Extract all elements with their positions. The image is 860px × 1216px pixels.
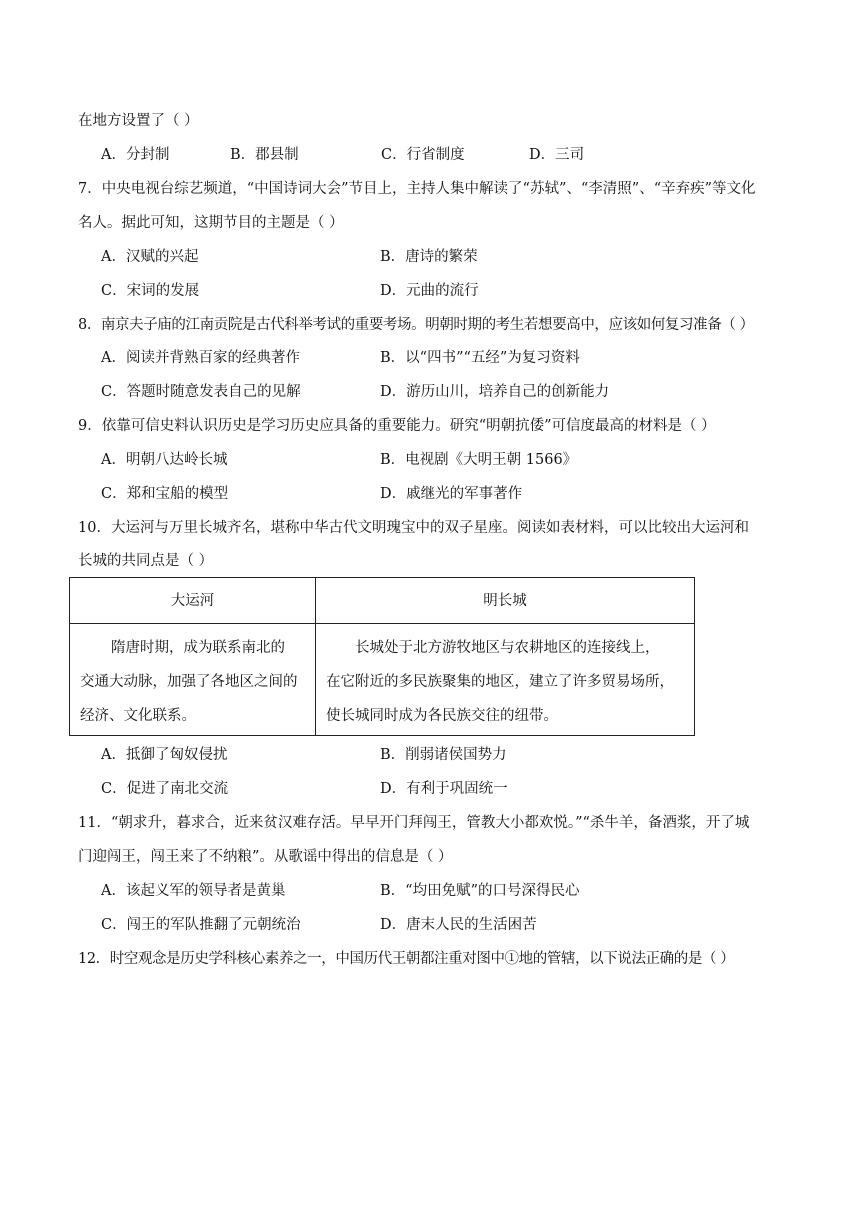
q7-option-a: A．汉赋的兴起 xyxy=(101,249,199,265)
comparison-table xyxy=(69,577,695,736)
q6-option-b: B．郡县制 xyxy=(230,147,299,163)
q8-option-c: C．答题时随意发表自己的见解 xyxy=(101,384,301,400)
q7-stem-line1: 7．中央电视台综艺频道，“中国诗词大会”节目上，主持人集中解读了“苏轼”、“李清照”、“辛弃疾”等文化 xyxy=(78,181,756,197)
q11-option-d: D．唐末人民的生活困苦 xyxy=(380,917,537,933)
q10-option-d: D．有利于巩固统一 xyxy=(380,781,508,797)
table-header-ming-great-wall: 明长城 xyxy=(483,593,527,609)
table-right-line3: 使长城同时成为各民族交往的纽带。 xyxy=(326,708,558,724)
q11-option-a: A．该起义军的领导者是黄巢 xyxy=(101,883,286,899)
q7-option-b: B．唐诗的繁荣 xyxy=(380,249,478,265)
q9-option-a: A．明朝八达岭长城 xyxy=(101,452,228,468)
q11-option-b: B．“均田免赋”的口号深得民心 xyxy=(380,883,580,899)
table-left-line3: 经济、文化联系。 xyxy=(80,708,196,724)
q6-option-a: A．分封制 xyxy=(101,147,170,163)
q11-stem-line1: 11．“朝求升，暮求合，近来贫汉难存活。早早开门拜闯王，管教大小都欢悦。”“杀牛羊，备酒浆，开了城 xyxy=(78,815,750,831)
q11-stem-line2: 门迎闯王，闯王来了不纳粮”。从歌谣中得出的信息是（ ） xyxy=(78,849,453,865)
q9-option-b: B．电视剧《大明王朝 1566》 xyxy=(380,452,578,468)
q7-stem-line2: 名人。据此可知，这期节目的主题是（ ） xyxy=(78,215,344,231)
table-right-line1: 长城处于北方游牧地区与农耕地区的连接线上， xyxy=(355,640,660,656)
q10-option-a: A．抵御了匈奴侵扰 xyxy=(101,747,228,763)
q12-stem-line1: 12．时空观念是历史学科核心素养之一，中国历代王朝都注重对图中①地的管辖，以下说法正确的是（ ） xyxy=(78,951,735,967)
q7-option-d: D．元曲的流行 xyxy=(380,283,479,299)
q10-stem-line1: 10．大运河与万里长城齐名，堪称中华古代文明瑰宝中的双子星座。阅读如表材料，可以比较出大运河和 xyxy=(78,520,749,536)
q10-option-b: B．削弱诸侯国势力 xyxy=(380,747,507,763)
q11-option-c: C．闯王的军队推翻了元朝统治 xyxy=(101,917,301,933)
q8-option-a: A．阅读并背熟百家的经典著作 xyxy=(101,350,300,366)
table-header-divider xyxy=(70,623,694,624)
q8-stem-line1: 8．南京夫子庙的江南贡院是古代科举考试的重要考场。明朝时期的考生若想要高中，应该如何复习准备（ ） xyxy=(78,317,754,333)
q9-option-d: D．戚继光的军事著作 xyxy=(380,486,523,502)
q6-stem-tail: 在地方设置了（ ） xyxy=(78,113,199,129)
q10-stem-line2: 长城的共同点是（ ） xyxy=(78,553,214,569)
table-left-line1: 隋唐时期，成为联系南北的 xyxy=(111,640,285,656)
q9-stem-line1: 9．依靠可信史料认识历史是学习历史应具备的重要能力。研究“明朝抗倭”可信度最高的材料是（ ） xyxy=(78,418,716,434)
q9-option-c: C．郑和宝船的模型 xyxy=(101,486,229,502)
q8-option-d: D．游历山川，培养自己的创新能力 xyxy=(380,384,610,400)
q10-option-c: C．促进了南北交流 xyxy=(101,781,229,797)
q8-option-b: B．以“四书”“五经”为复习资料 xyxy=(380,350,580,366)
table-header-grand-canal: 大运河 xyxy=(170,593,215,609)
table-right-line2: 在它附近的多民族聚集的地区，建立了许多贸易场所， xyxy=(326,674,674,690)
table-left-line2: 交通大动脉，加强了各地区之间的 xyxy=(80,674,298,690)
q6-option-c: C．行省制度 xyxy=(381,147,465,163)
q6-option-d: D．三司 xyxy=(529,147,585,163)
q7-option-c: C．宋词的发展 xyxy=(101,283,200,299)
